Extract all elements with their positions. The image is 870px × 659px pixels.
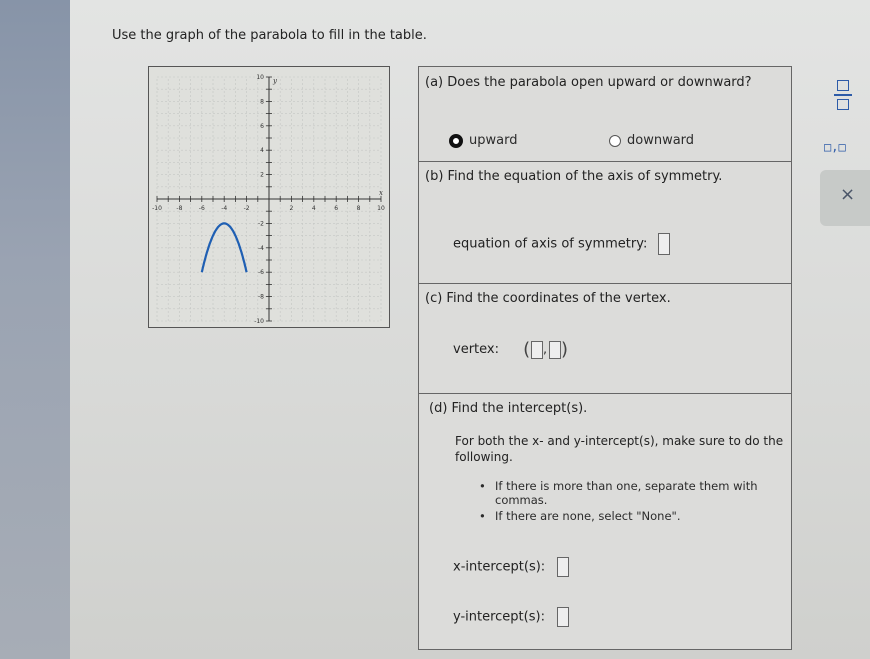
y-tick-label: -6 [258, 269, 264, 277]
y-tick-label: 2 [260, 171, 264, 179]
intercept-bullets [479, 479, 779, 525]
y-intercept-label: y-intercept(s): [453, 609, 545, 625]
instruction-text: Use the graph of the parabola to fill in the table. [112, 28, 427, 43]
x-tick-label: -6 [198, 205, 205, 212]
radio-upward-selected[interactable] [449, 134, 463, 148]
axis-answer-row [453, 233, 670, 255]
x-tick-label: -8 [176, 205, 183, 212]
section-d [419, 393, 791, 649]
x-tick-label: -4 [221, 205, 228, 212]
question-c-prompt: (c) Find the coordinates of the vertex. [425, 291, 671, 306]
vertex-answer-label: vertex: [453, 342, 499, 357]
question-b-prompt: (b) Find the equation of the axis of symmetry. [425, 169, 723, 184]
question-table [418, 66, 792, 650]
close-icon: × [840, 184, 856, 205]
graph-canvas [149, 67, 389, 327]
parabola-graph [148, 66, 390, 328]
option-upward[interactable] [449, 133, 517, 148]
vertex-x-input[interactable] [531, 341, 543, 359]
question-d-prompt: (d) Find the intercept(s). [429, 401, 588, 416]
x-intercept-input[interactable] [557, 557, 569, 577]
vertex-pair [523, 339, 569, 360]
x-intercept-row [453, 557, 569, 577]
section-c [419, 283, 791, 394]
vertex-answer-row [453, 339, 568, 360]
intercept-instructions: For both the x- and y-intercept(s), make sure to do the following. [455, 434, 784, 464]
question-a-prompt: (a) Does the parabola open upward or downward? [425, 75, 752, 90]
x-axis-label: x [379, 189, 383, 197]
close-tool-button[interactable] [820, 170, 870, 226]
x-tick-label: -2 [243, 205, 250, 212]
denominator-box-icon [837, 99, 849, 110]
fraction-icon[interactable] [834, 80, 852, 118]
bullet-item: • If there are none, select "None". [479, 509, 779, 523]
y-tick-label: -2 [258, 220, 264, 228]
x-tick-label: 6 [334, 205, 339, 212]
right-paren: ) [560, 339, 569, 360]
x-tick-label: 4 [311, 205, 316, 212]
y-tick-label: 10 [256, 74, 264, 81]
x-tick-label: 10 [377, 205, 385, 212]
y-tick-label: -8 [258, 293, 264, 301]
comma: , [543, 342, 547, 356]
y-intercept-row [453, 607, 569, 627]
x-intercept-label: x-intercept(s): [453, 559, 546, 575]
ordered-pair-icon[interactable]: □,□ [824, 140, 846, 154]
x-tick-label: -10 [152, 205, 162, 212]
y-intercept-input[interactable] [557, 607, 569, 627]
left-paren: ( [523, 339, 531, 360]
bullet-item: • If there is more than one, separate them with commas. [479, 479, 779, 507]
axis-answer-label: equation of axis of symmetry: [453, 236, 648, 252]
section-a [419, 67, 791, 162]
y-tick-label: 8 [260, 98, 264, 106]
y-axis-label: y [273, 77, 277, 85]
fraction-bar-icon [834, 94, 852, 96]
y-tick-label: 4 [260, 147, 264, 155]
numerator-box-icon [837, 80, 849, 91]
option-upward-label: upward [469, 133, 518, 148]
option-downward[interactable] [609, 133, 694, 148]
axis-answer-input[interactable] [658, 233, 670, 255]
section-b [419, 161, 791, 284]
y-tick-label: -4 [258, 244, 264, 252]
y-tick-label: -10 [254, 318, 264, 325]
radio-downward[interactable] [609, 135, 621, 147]
x-tick-label: 8 [356, 205, 361, 212]
vertex-y-input[interactable] [549, 341, 561, 359]
y-tick-label: 6 [260, 122, 264, 130]
x-tick-label: 2 [289, 205, 294, 212]
option-downward-label: downward [627, 133, 695, 148]
